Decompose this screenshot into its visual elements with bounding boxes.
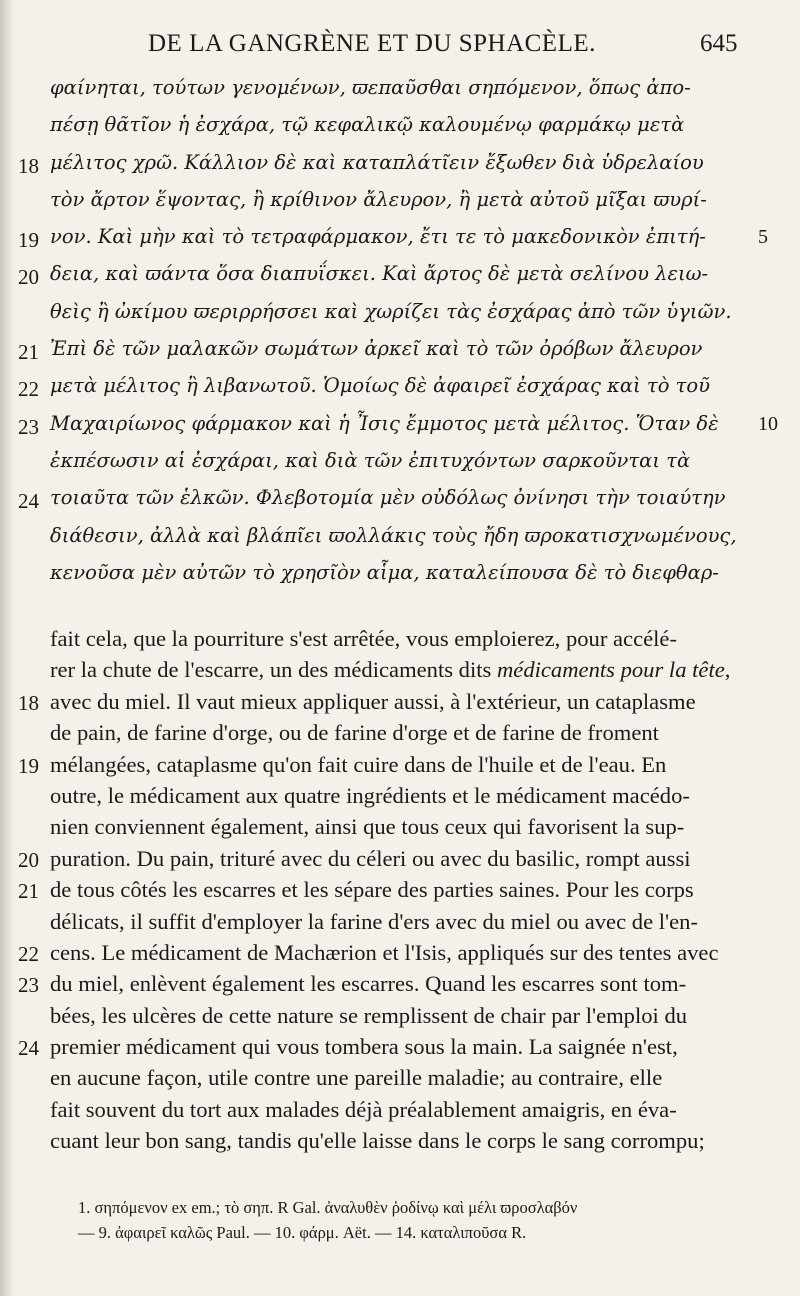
french-line [0, 875, 800, 906]
french-line [0, 938, 800, 969]
french-line-text [50, 1128, 705, 1154]
french-line [0, 718, 800, 749]
greek-line [0, 147, 800, 184]
greek-text-block [0, 72, 800, 594]
line-number: 22 [18, 941, 39, 966]
french-translation-block [0, 624, 800, 1158]
french-text: délicats, il suffit d'employer la farine d'ers avec du miel ou avec de l'en- [50, 908, 698, 934]
line-number: 23 [18, 414, 39, 439]
french-text-tail: , [724, 657, 731, 683]
greek-line-text: ἐκπέσωσιν αἱ ἐσχάραι, καὶ διὰ τῶν ἐπιτυχόντων σαρκοῦνται τὰ [50, 448, 691, 472]
french-text: de tous côtés les escarres et les sépare des parties saines. Pour les corps [50, 877, 694, 903]
french-text: premier médicament qui vous tombera sous la main. La saignée n'est, [50, 1034, 678, 1060]
greek-line [0, 72, 800, 109]
french-text: fait cela, que la pourriture s'est arrêtée, vous emploierez, pour accélé- [50, 626, 677, 651]
greek-line-text: μέλιτος χρῶ. Κάλλιον δὲ καὶ καταπλάτῖειν ἔξωθεν διὰ ὑδρελαίου [50, 150, 704, 174]
french-line [0, 624, 800, 655]
french-line-text [50, 689, 696, 715]
line-number: 24 [18, 489, 39, 514]
page-number: 645 [700, 30, 738, 57]
line-number: 19 [18, 753, 39, 778]
french-text: de pain, de farine d'orge, ou de farine d'orge et de farine de froment [50, 720, 659, 746]
greek-line [0, 258, 800, 295]
note-line [0, 1221, 800, 1246]
greek-line-text: τοιαῦτα τῶν ἑλκῶν. Φλεβοτομία μὲν οὐδόλως ὀνίνησι τὴν τοιαύτην [50, 486, 726, 510]
french-text: mélangées, cataplasme qu'on fait cuire dans de l'huile et de l'eau. En [50, 751, 667, 777]
greek-line-text: νον. Καὶ μὴν καὶ τὸ τετραφάρμακον, ἔτι τε τὸ μακεδονικὸν ἐπιτή- [50, 225, 706, 249]
french-line-text [50, 783, 690, 809]
french-line [0, 969, 800, 1000]
margin-line-number: 5 [758, 226, 768, 249]
greek-line-text: δεια, καὶ ϖάντα ὅσα διαπυΐσκει. Καὶ ἄρτος δὲ μετὰ σελίνου λειω- [50, 262, 709, 286]
french-line-text [50, 940, 719, 966]
greek-line-text: μετὰ μέλιτος ἢ λιβανωτοῦ. Ὁμοίως δὲ ἀφαιρεῖ ἐσχάρας καὶ τὸ τοῦ [50, 374, 711, 398]
french-line [0, 1032, 800, 1063]
french-line-text [50, 657, 730, 683]
greek-line [0, 557, 800, 594]
french-line [0, 1063, 800, 1094]
french-text: cuant leur bon sang, tandis qu'elle laisse dans le corps le sang corrompu; [50, 1128, 705, 1154]
french-text: outre, le médicament aux quatre ingrédients et le médicament macédo- [50, 782, 690, 808]
line-number: 24 [18, 1036, 39, 1061]
french-text: avec du miel. Il vaut mieux appliquer aussi, à l'extérieur, un cataplasme [50, 688, 696, 714]
note-text: — 9. ἀφαιρεῖ καλῶς Paul. — 10. φάρμ. Aët. — 14. καταλιποῦσα R. [78, 1223, 527, 1242]
line-number: 21 [18, 879, 39, 904]
french-text: fait souvent du tort aux malades déjà préalablement amaigris, en éva- [50, 1096, 677, 1122]
french-line [0, 781, 800, 812]
critical-notes [0, 1196, 800, 1246]
line-number: 18 [18, 690, 39, 715]
french-line [0, 1095, 800, 1126]
greek-line [0, 109, 800, 146]
margin-line-number: 10 [758, 412, 778, 435]
note-line [0, 1196, 800, 1221]
french-line [0, 844, 800, 875]
french-line-text [50, 971, 686, 997]
french-text: du miel, enlèvent également les escarres. Quand les escarres sont tom- [50, 971, 687, 997]
french-text: en aucune façon, utile contre une pareille maladie; au contraire, elle [50, 1065, 663, 1091]
french-line-text [50, 877, 694, 903]
french-line [0, 812, 800, 843]
note-text: 1. σηπόμενον ex em.; τὸ σηπ. R Gal. ἀναλυθὲν ῥοδίνῳ καὶ μέλι ϖροσλαβόν [78, 1198, 578, 1217]
french-text: nien conviennent également, ainsi que tous ceux qui favorisent la sup- [50, 814, 685, 840]
line-number: 20 [18, 847, 39, 872]
line-number: 19 [18, 228, 39, 253]
greek-line [0, 296, 800, 333]
greek-line [0, 370, 800, 407]
line-number: 21 [18, 340, 39, 365]
greek-line-text: διάθεσιν, ἀλλὰ καὶ βλάπῖει ϖολλάκις τοὺς ἤδη ϖροκατισχνωμένους, [50, 523, 737, 547]
french-line [0, 1126, 800, 1157]
french-line [0, 750, 800, 781]
greek-line [0, 184, 800, 221]
line-number: 23 [18, 973, 39, 998]
french-line-text [50, 846, 691, 872]
greek-line-text: τὸν ἄρτον ἕψοντας, ἢ κρίθινον ἄλευρον, ἢ μετὰ αὐτοῦ μῖξαι ϖυρί- [50, 187, 707, 211]
greek-line-text: Ἐπὶ δὲ τῶν μαλακῶν σωμάτων ἀρκεῖ καὶ τὸ τῶν ὀρόβων ἄλευρον [50, 337, 703, 361]
running-title: DE LA GANGRÈNE ET DU SPHACÈLE. [148, 30, 596, 57]
french-line-text [50, 814, 684, 840]
running-header [0, 30, 800, 60]
french-line-text [50, 626, 677, 652]
line-number: 22 [18, 377, 39, 402]
french-text: bées, les ulcères de cette nature se remplissent de chair par l'emploi du [50, 1002, 688, 1028]
greek-line-text: φαίνηται, τούτων γενομένων, ϖεπαῦσθαι σηπόμενον, ὅπως ἀπο- [50, 76, 691, 99]
line-number: 20 [18, 265, 39, 290]
greek-line [0, 408, 800, 445]
french-line-text [50, 1065, 662, 1091]
italic-term: médicaments pour la tête [496, 657, 725, 683]
greek-line-text: κενοῦσα μὲν αὐτῶν τὸ χρησῖὸν αἷμα, καταλείπουσα δὲ τὸ διεφθαρ- [50, 560, 719, 584]
french-text: rer la chute de l'escarre, un des médicaments dits [50, 657, 497, 683]
greek-line [0, 482, 800, 519]
french-line [0, 907, 800, 938]
french-line-text [50, 1034, 678, 1060]
french-line-text [50, 1003, 687, 1029]
french-line [0, 1001, 800, 1032]
greek-line [0, 221, 800, 258]
french-line-text [50, 909, 698, 935]
french-line [0, 687, 800, 718]
greek-line-text: Μαχαιρίωνος φάρμακον καὶ ἡ Ἶσις ἔμμοτος μετὰ μέλιτος. Ὅταν δὲ [50, 411, 719, 435]
french-line [0, 655, 800, 686]
greek-line-text: θεὶς ἢ ὠκίμου ϖεριρρήσσει καὶ χωρίζει τὰς ἐσχάρας ἀπὸ τῶν ὑγιῶν. [50, 299, 732, 323]
greek-line-text: πέσῃ θᾶτῖον ἡ ἐσχάρα, τῷ κεφαλικῷ καλουμένῳ φαρμάκῳ μετὰ [50, 113, 685, 137]
french-line-text [50, 1097, 677, 1123]
french-text: puration. Du pain, trituré avec du céleri ou avec du basilic, rompt aussi [50, 845, 691, 871]
greek-line [0, 520, 800, 557]
french-text: cens. Le médicament de Machærion et l'Isis, appliqués sur des tentes avec [50, 939, 719, 965]
greek-line [0, 333, 800, 370]
french-line-text [50, 720, 659, 746]
line-number: 18 [18, 153, 39, 178]
greek-line [0, 445, 800, 482]
french-line-text [50, 752, 666, 778]
